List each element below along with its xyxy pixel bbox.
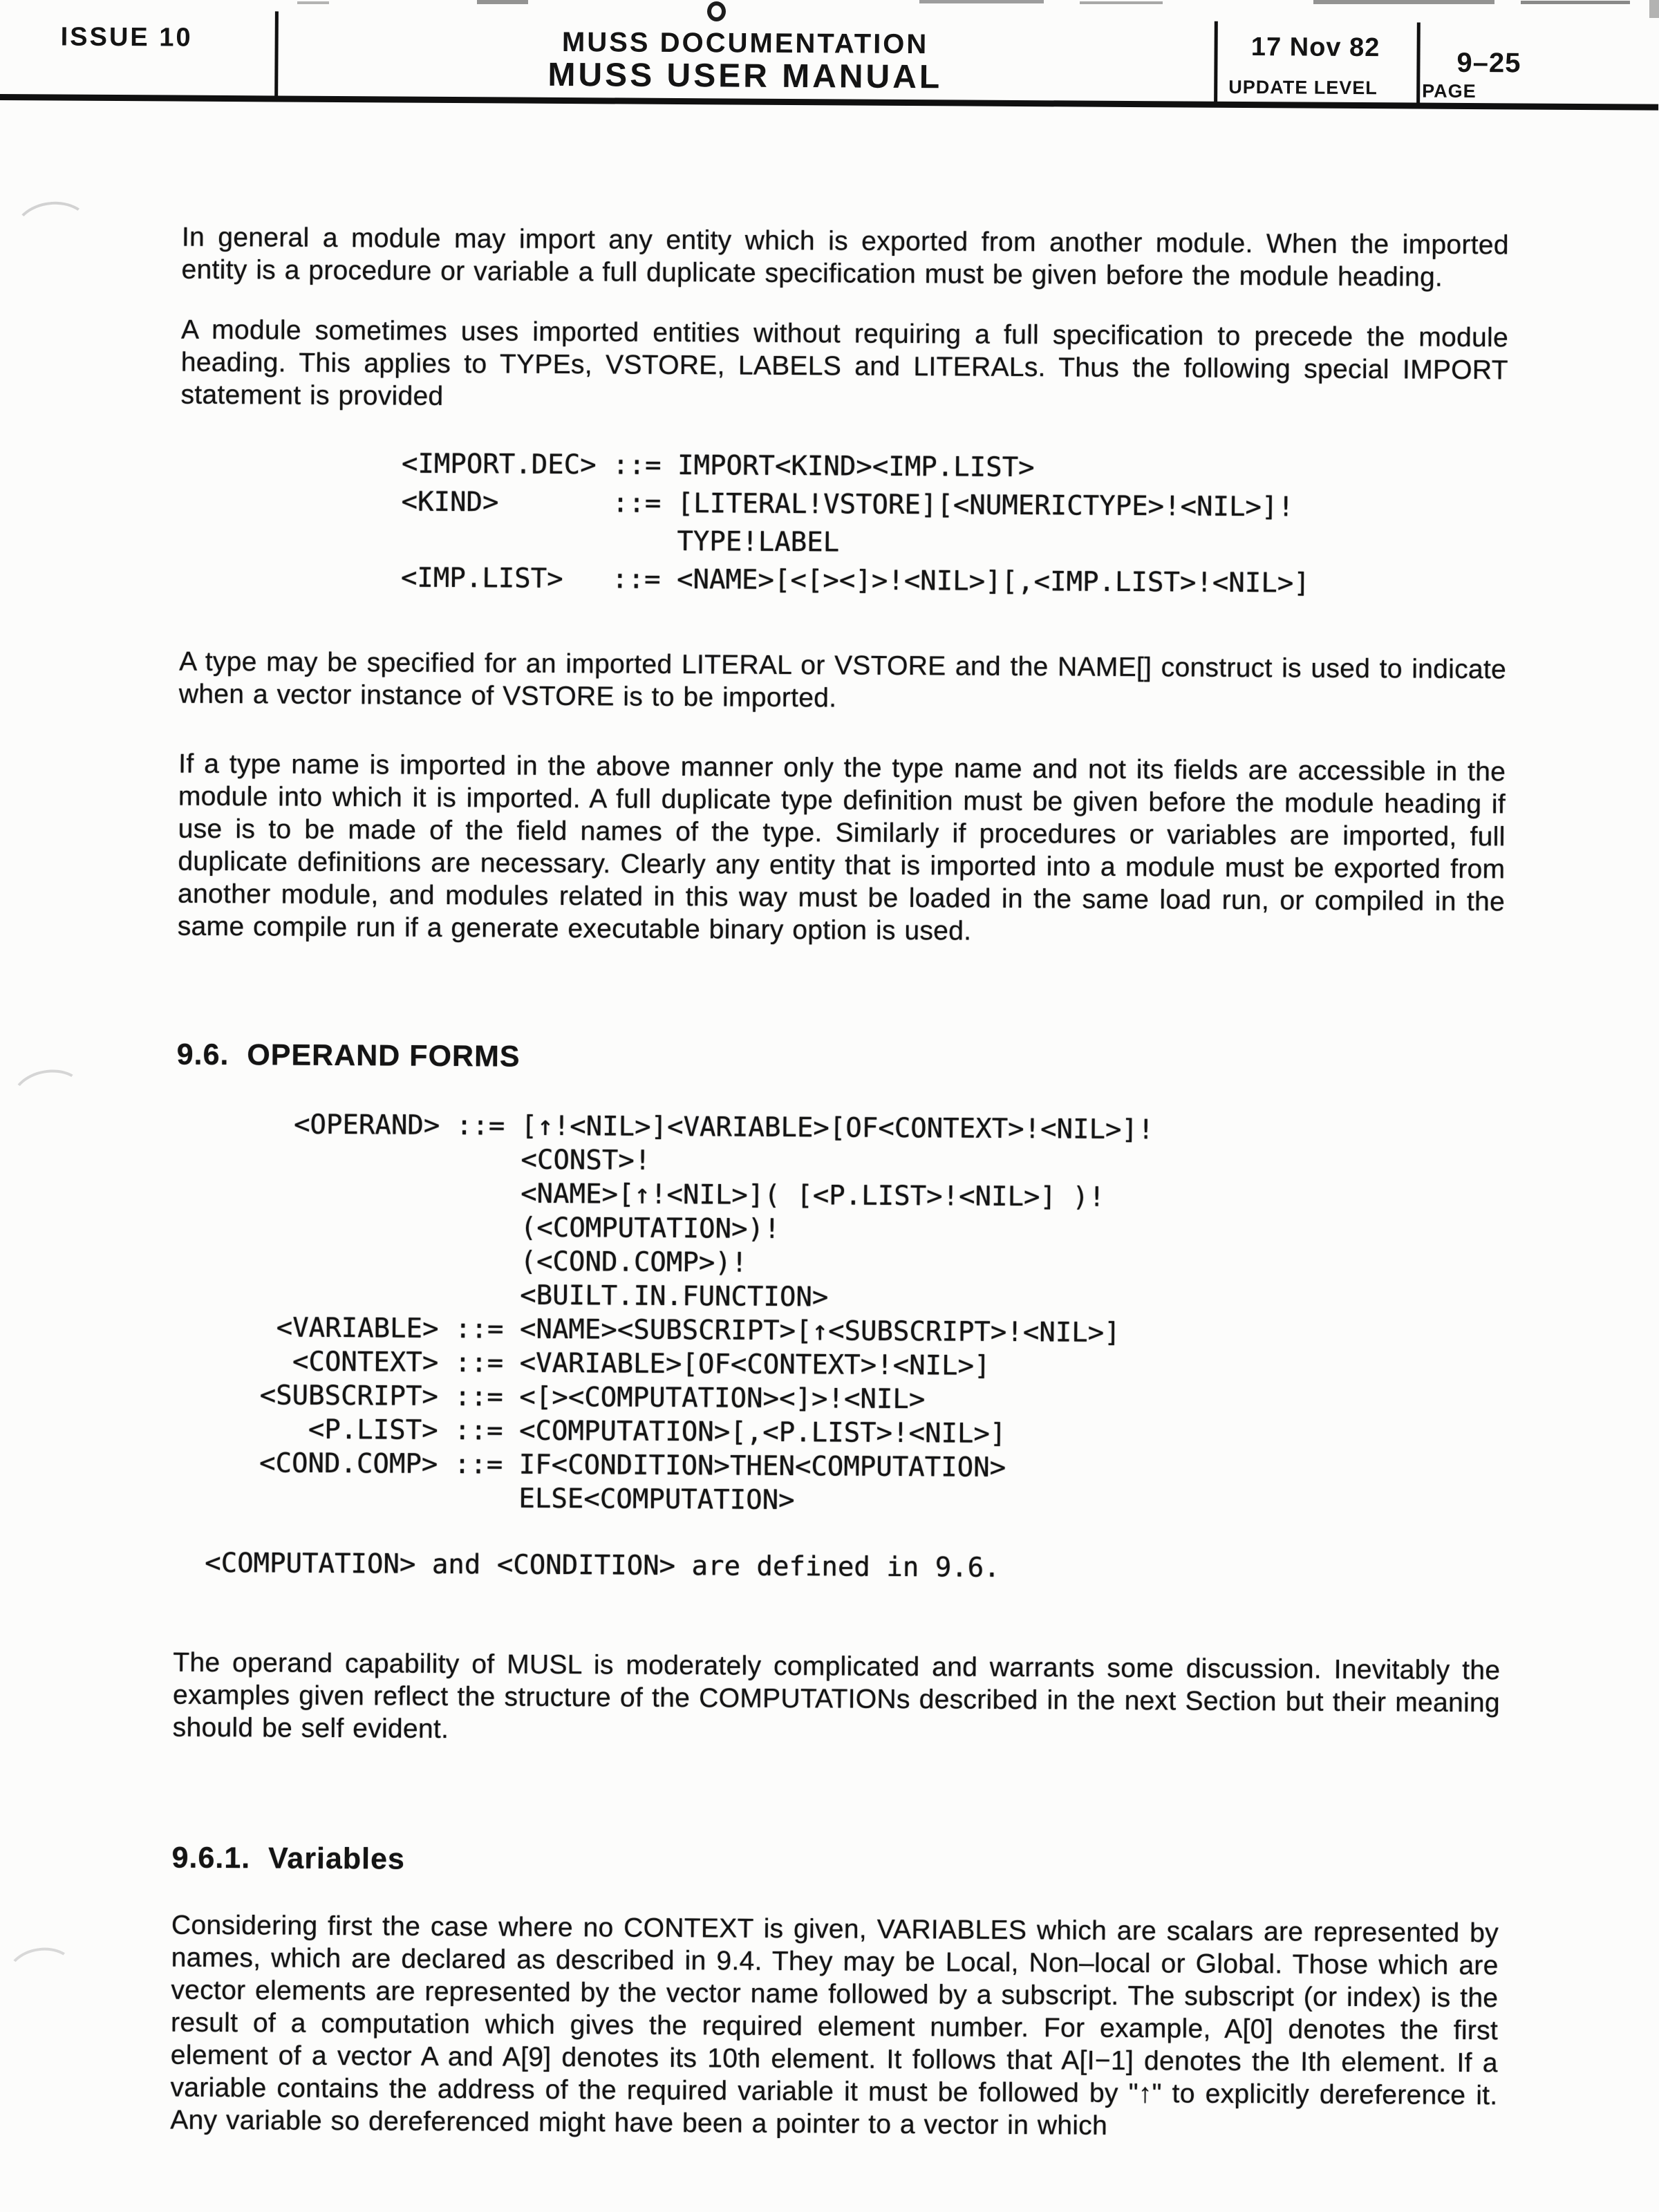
paragraph-variables: Considering first the case where no CONTEXT is given, VARIABLES which are scalars are represented by names, which are declared as described in 9.4. They may be Local, Non–local or Global. Those which are vector elements are represented by the vector name followed by a subscript. The subscript (or index) is the result of a computation which gives the required element number. For example, A[0] denotes the first element of a vector A and A[9] denotes its 10th element. It follows that A[I−1] denotes the Ith element. If a variable contains the address of the required variable it must be followed by "↑" to explicitly dereference it. Any variable so dereferenced might have been a pointer to a vector in which: [170, 1910, 1499, 2141]
code-operand-syntax: <OPERAND> ::= [↑!<NIL>]<VARIABLE>[OF<CONTEXT>!<NIL>]! <CONST>! <NAME>[↑!<NIL>]( [<P.LIST>!<NIL>] )! (<COMPUTATION>)! (<COND.COMP>)! <BUILT.IN.FUNCTION> <VARIABLE> ::= <NAME><SUBSCRIPT>[↑<SUBSCRIPT>!<NIL>] <CONTEXT> ::= <VARIABLE>[OF<CONTEXT>!<NIL>] <SUBSCRIPT> ::= <[><COMPUTATION><]>!<NIL> <P.LIST> ::= <COMPUTATION>[,<P.LIST>!<NIL>] <COND.COMP> ::= IF<CONDITION>THEN<COMPUTATION> ELSE<COMPUTATION>: [259, 1109, 1154, 1517]
update-date: 17 Nov 82: [1250, 32, 1380, 63]
header-divider-update: [1214, 21, 1218, 103]
issue-label: ISSUE 10: [60, 22, 193, 53]
code-note-computation: <COMPUTATION> and <CONDITION> are defined in 9.6.: [205, 1547, 1000, 1584]
scan-edge-smudge: [297, 1, 329, 4]
scan-dot-artifact: [707, 1, 726, 21]
page-label: PAGE: [1422, 80, 1477, 102]
doc-title-line2: MUSS USER MANUAL: [547, 56, 943, 96]
header-divider-left: [274, 11, 279, 97]
paragraph-type-name-import: If a type name is imported in the above manner only the type name and not its fields are accessible in the module into which it is imported. A full duplicate type definition must be given before the module heading if use is to be made of the field names of the type. Similarly if procedures or variables are imported, full duplicate definitions are necessary. Clearly any entity that is imported into a module must be exported from another module, and modules related in this way must be loaded in the same load run, or compiled in the same compile run if a generate executable binary option is used.: [177, 749, 1506, 946]
paragraph-type-specified: A type may be specified for an imported LITERAL or VSTORE and the NAME[] construct is used to indicate when a vector instance of VSTORE is to be imported.: [178, 646, 1507, 713]
code-import-declaration: <IMPORT.DEC> ::= IMPORT<KIND><IMP.LIST> <KIND> ::= [LITERAL!VSTORE][<NUMERICTYPE>!<NIL>]! TYPE!LABEL <IMP.LIST> ::= <NAME>[<[><]>!<NIL>][,<IMP.LIST>!<NIL>]: [400, 448, 1310, 599]
page-number: 9–25: [1456, 47, 1521, 79]
scan-edge-smudge: [1521, 1, 1630, 4]
scan-edge-smudge: [477, 0, 528, 4]
scan-edge-smudge: [1080, 1, 1163, 4]
scan-edge-smudge: [1649, 0, 1659, 18]
paragraph-import-special: A module sometimes uses imported entities without requiring a full specification to precede the module heading. This applies to TYPEs, VSTORE, LABELS and LITERALs. Thus the following special IMPORT statement is provided: [180, 315, 1509, 411]
scan-edge-smudge: [1313, 0, 1494, 4]
update-level-label: UPDATE LEVEL: [1228, 76, 1378, 99]
header-rule: [0, 94, 1658, 111]
scan-edge-smudge: [919, 0, 1044, 3]
paragraph-import-general: In general a module may import any entity which is exported from another module. When the imported entity is a procedure or variable a full duplicate specification must be given before the module heading.: [181, 222, 1510, 292]
section-heading-variables: 9.6.1. Variables: [171, 1841, 406, 1876]
doc-title-line1: MUSS DOCUMENTATION: [561, 26, 929, 60]
header-divider-page: [1416, 23, 1421, 104]
section-heading-operand-forms: 9.6. OPERAND FORMS: [176, 1038, 521, 1074]
paragraph-operand-capability: The operand capability of MUSL is moderately complicated and warrants some discussion. Inevitably the examples given reflect the structure of the COMPUTATIONs described in the next Section but their meaning should be self evident.: [172, 1647, 1501, 1745]
